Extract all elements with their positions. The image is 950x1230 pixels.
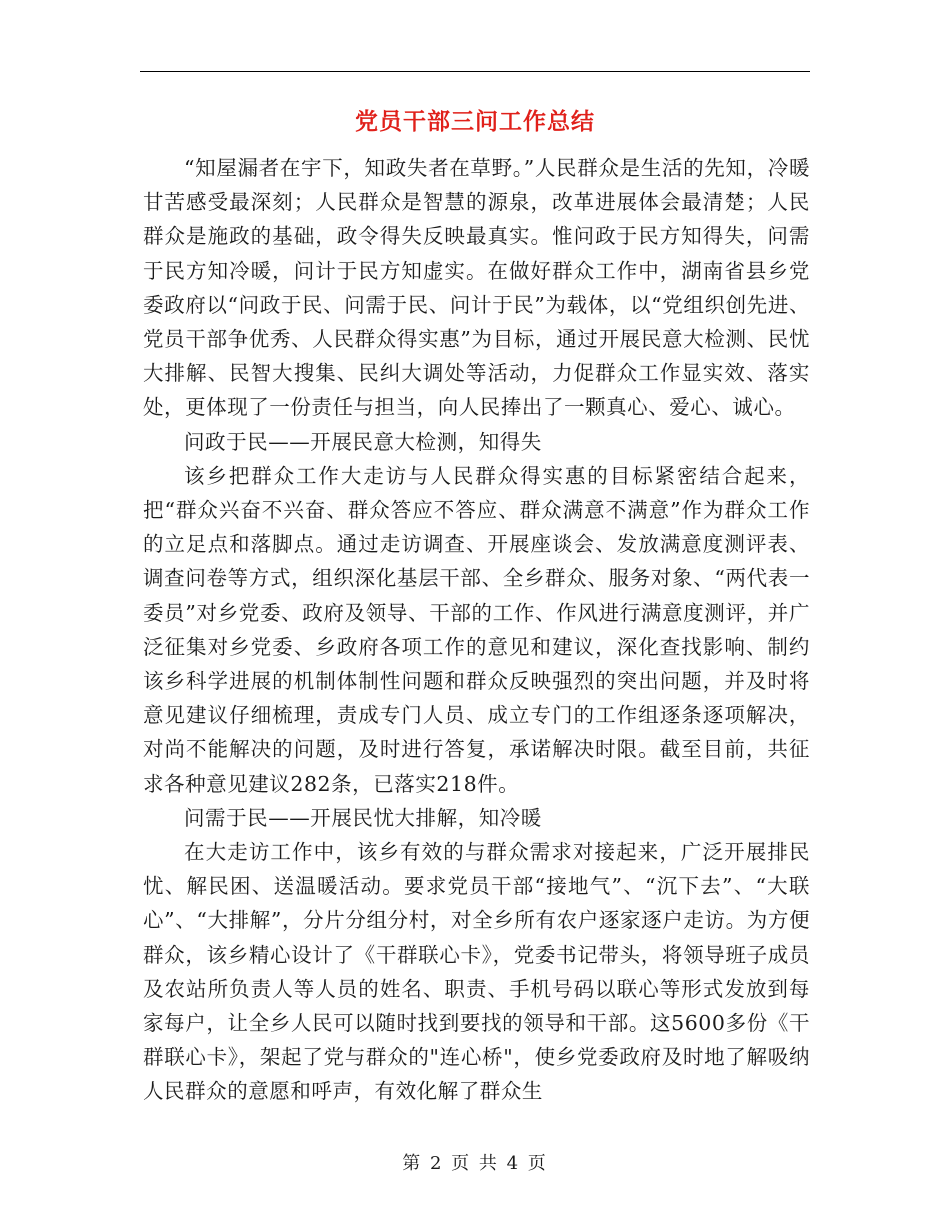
- document-body: [143, 151, 810, 1109]
- section-paragraph-ask-needs: 在大走访工作中，该乡有效的与群众需求对接起来，广泛开展排民忧、解民困、送温暖活动。要求党员干部“接地气”、“沉下去”、“大联心”、“大排解”，分片分组分村，对全乡所有农户逐家逐户走访。为方便群众，该乡精心设计了《干群联心卡》，党委书记带头，将领导班子成员及农站所负责人等人员的姓名、职责、手机号码以联心等形式发放到每家每户，让全乡人民可以随时找到要找的领导和干部。这5600多份《干群联心卡》，架起了党与群众的"连心桥"，使乡党委政府及时地了解吸纳人民群众的意愿和呼声，有效化解了群众生: [143, 840, 810, 1104]
- page-number-footer: 第 2 页 共 4 页: [402, 1153, 548, 1174]
- header-rule: [140, 71, 810, 72]
- section-heading-ask-needs: 问需于民——开展民忧大排解，知冷暖: [184, 805, 542, 830]
- intro-paragraph: “知屋漏者在宇下，知政失者在草野。”人民群众是生活的先知，冷暖甘苦感受最深刻；人民群众是智慧的源泉，改革进展体会最清楚；人民群众是施政的基础，政令得失反映最真实。惟问政于民方知得失，问需于民方知冷暖，问计于民方知虚实。在做好群众工作中，湖南省县乡党委政府以“问政于民、问需于民、问计于民”为载体，以“党组织创先进、党员干部争优秀、人民群众得实惠”为目标，通过开展民意大检测、民忧大排解、民智大搜集、民纠大调处等活动，力促群众工作显实效、落实处，更体现了一份责任与担当，向人民捧出了一颗真心、爱心、诚心。: [143, 156, 810, 420]
- section-heading-ask-governance: 问政于民——开展民意大检测，知得失: [184, 429, 542, 454]
- document-title: 党员干部三问工作总结: [355, 108, 595, 135]
- section-paragraph-ask-governance: 该乡把群众工作大走访与人民群众得实惠的目标紧密结合起来，把“群众兴奋不兴奋、群众答应不答应、群众满意不满意”作为群众工作的立足点和落脚点。通过走访调查、开展座谈会、发放满意度测评表、调查问卷等方式，组织深化基层干部、全乡群众、服务对象、“两代表一委员”对乡党委、政府及领导、干部的工作、作风进行满意度测评，并广泛征集对乡党委、乡政府各项工作的意见和建议，深化查找影响、制约该乡科学进展的机制体制性问题和群众反映强烈的突出问题，并及时将意见建议仔细梳理，责成专门人员、成立专门的工作组逐条逐项解决，对尚不能解决的问题，及时进行答复，承诺解决时限。截至目前，共征求各种意见建议282条，已落实218件。: [143, 463, 810, 796]
